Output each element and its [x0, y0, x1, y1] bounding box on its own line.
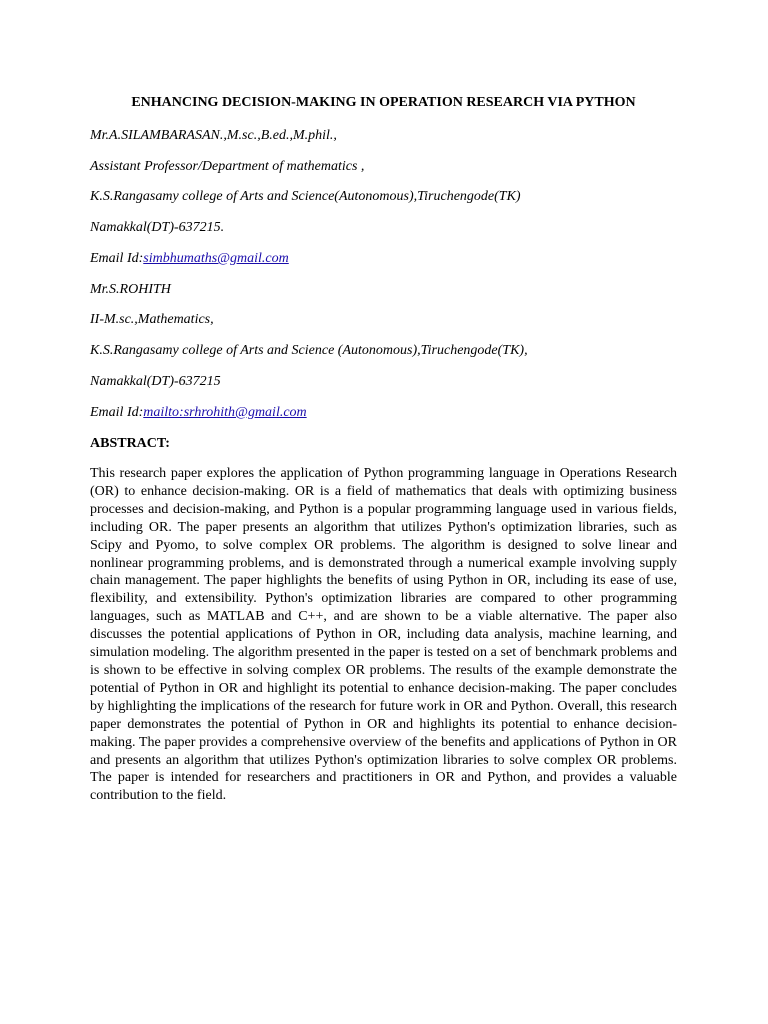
author1-institution: K.S.Rangasamy college of Arts and Science(Autonomous),Tiruchengode(TK): [90, 189, 521, 204]
author1-email-line: [90, 250, 289, 267]
author2-institution: K.S.Rangasamy college of Arts and Science (Autonomous),Tiruchengode(TK),: [90, 343, 528, 358]
author1-location: Namakkal(DT)-637215.: [90, 220, 225, 235]
author1-email-link[interactable]: simbhumaths@gmail.com: [143, 251, 289, 266]
author2-location: Namakkal(DT)-637215: [90, 374, 221, 389]
abstract-text: This research paper explores the application of Python programming language in Operations Research (OR) to enhance decision-making. OR is a field of mathematics that deals with optimizing business processes and decision-making, and Python is a popular programming language used in various fields, including OR. The paper presents an algorithm that utilizes Python's optimization libraries, such as Scipy and Pyomo, to solve complex OR problems. The algorithm is designed to solve linear and nonlinear programming problems, and is demonstrated through a numerical example involving supply chain management. The paper highlights the benefits of using Python in OR, including its ease of use, flexibility, and extensibility. Python's optimization libraries are compared to other programming languages, such as MATLAB and C++, and are shown to be a viable alternative. The paper also discusses the potential applications of Python in OR, including data analysis, machine learning, and simulation modeling. The algorithm presented in the paper is tested on a set of benchmark problems and is shown to be effective in solving complex OR problems. The results of the example demonstrate the potential of Python in OR and highlight its potential to enhance decision-making. The paper concludes by highlighting the implications of the research for future work in OR and Python. Overall, this research paper demonstrates the potential of Python in OR and highlights its potential to enhance decision-making. The paper provides a comprehensive overview of the benefits and applications of Python in OR and presents an algorithm that utilizes Python's optimization libraries to solve complex OR problems. The paper is intended for researchers and practitioners in OR and Python, and provides a valuable contribution to the field.: [90, 466, 677, 804]
author1-name: Mr.A.SILAMBARASAN.,M.sc.,B.ed.,M.phil.,: [90, 128, 337, 143]
abstract-heading: ABSTRACT:: [90, 436, 170, 451]
author2-email-label: Email Id:: [90, 405, 144, 420]
author2-position: II-M.sc.,Mathematics,: [90, 312, 214, 327]
author2-email-link[interactable]: mailto:srhrohith@gmail.com: [143, 405, 307, 420]
author1-email-label: Email Id:: [90, 251, 144, 266]
author2-name: Mr.S.ROHITH: [90, 282, 171, 297]
author1-position: Assistant Professor/Department of mathematics ,: [90, 159, 365, 174]
author2-email-line: [90, 404, 307, 421]
paper-title: ENHANCING DECISION-MAKING IN OPERATION RESEARCH VIA PYTHON: [131, 95, 636, 110]
